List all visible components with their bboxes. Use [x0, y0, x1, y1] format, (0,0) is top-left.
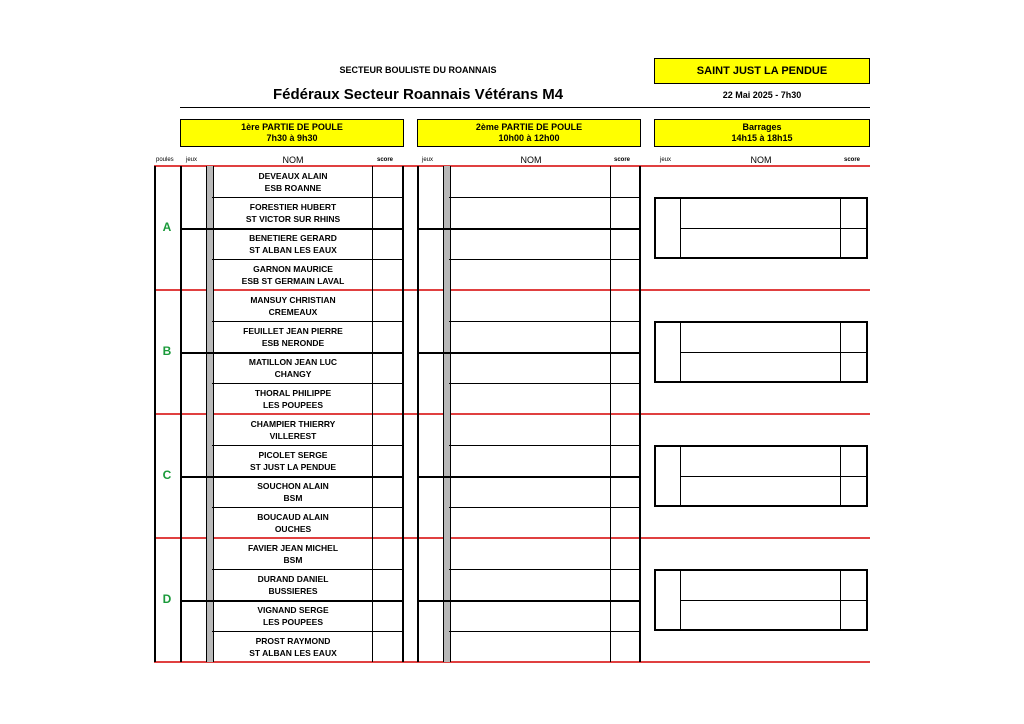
player-club: OUCHES	[274, 523, 312, 534]
player-name: CHAMPIER THIERRY	[250, 418, 336, 429]
col-header-jeux: jeux	[186, 157, 198, 163]
player-club: BSM	[283, 492, 303, 503]
phase-time: 10h00 à 12h00	[498, 133, 560, 143]
player-club: ST ALBAN LES EAUX	[249, 647, 337, 658]
row-rule	[417, 352, 639, 354]
phase-title: Barrages	[742, 122, 782, 132]
col-header-nom-2: NOM	[520, 155, 542, 165]
row-rule	[449, 631, 639, 632]
player-cell	[214, 228, 372, 259]
title-rule	[180, 107, 870, 108]
player-cell	[214, 631, 372, 662]
column-rule	[180, 166, 182, 662]
player-name: FORESTIER HUBERT	[249, 201, 337, 212]
phase-title: 2ème PARTIE DE POULE	[475, 122, 583, 132]
player-name: BENETIERE GERARD	[249, 232, 337, 243]
column-rule	[402, 166, 404, 662]
player-cell	[214, 321, 372, 352]
row-rule	[417, 600, 639, 602]
row-rule	[449, 197, 639, 198]
player-cell	[214, 538, 372, 569]
jeux-strip	[206, 166, 214, 662]
phase-header-2	[417, 119, 641, 147]
player-club: ST ALBAN LES EAUX	[249, 244, 337, 255]
player-cell	[214, 414, 372, 445]
player-cell	[214, 383, 372, 414]
col-header-score-2: score	[614, 157, 631, 163]
row-rule	[449, 445, 639, 446]
poule-letter: B	[162, 344, 172, 358]
col-header-jeux-2: jeux	[422, 157, 434, 163]
player-name: PICOLET SERGE	[258, 449, 328, 460]
player-club: CREMEAUX	[268, 306, 318, 317]
player-name: GARNON MAURICE	[253, 263, 333, 274]
player-cell	[214, 507, 372, 538]
row-rule	[449, 507, 639, 508]
player-club: VILLEREST	[269, 430, 317, 441]
col-header-poules: poules	[156, 157, 174, 163]
row-rule	[449, 259, 639, 260]
row-rule	[449, 569, 639, 570]
phase-time: 7h30 à 9h30	[266, 133, 318, 143]
phase-header-1	[180, 119, 404, 147]
column-rule	[372, 166, 373, 662]
player-cell	[214, 445, 372, 476]
barrage-rule	[680, 228, 868, 229]
event-date: 22 Mai 2025 - 7h30	[722, 90, 802, 100]
player-cell	[214, 290, 372, 321]
poule-letter: D	[162, 592, 172, 606]
player-club: LES POUPEES	[263, 616, 323, 627]
player-club: LES POUPEES	[263, 399, 323, 410]
player-club: ST VICTOR SUR RHINS	[245, 213, 341, 224]
player-club: ESB ROANNE	[264, 182, 322, 193]
column-rule	[610, 166, 611, 662]
player-name: SOUCHON ALAIN	[257, 480, 329, 491]
col-header-score: score	[377, 157, 394, 163]
player-club: ST JUST LA PENDUE	[249, 461, 337, 472]
player-name: BOUCAUD ALAIN	[257, 511, 329, 522]
player-name: THORAL PHILIPPE	[254, 387, 332, 398]
player-cell	[214, 352, 372, 383]
phase-header-barrages	[654, 119, 870, 147]
col-header-nom-3: NOM	[750, 155, 772, 165]
player-cell	[214, 476, 372, 507]
barrage-rule	[680, 600, 868, 601]
player-cell	[214, 197, 372, 228]
jeux-strip	[443, 166, 451, 662]
player-name: FEUILLET JEAN PIERRE	[243, 325, 343, 336]
poule-letter: A	[162, 220, 172, 234]
player-name: MANSUY CHRISTIAN	[250, 294, 336, 305]
column-rule	[639, 166, 641, 662]
row-rule	[417, 228, 639, 230]
player-club: ESB NERONDE	[261, 337, 325, 348]
col-header-score-3: score	[844, 157, 861, 163]
row-rule	[449, 321, 639, 322]
player-club: ESB ST GERMAIN LAVAL	[241, 275, 345, 286]
player-cell	[214, 600, 372, 631]
player-club: BSM	[283, 554, 303, 565]
player-name: FAVIER JEAN MICHEL	[247, 542, 339, 553]
player-name: VIGNAND SERGE	[257, 604, 329, 615]
player-name: PROST RAYMOND	[255, 635, 331, 646]
col-header-nom: NOM	[282, 155, 304, 165]
player-cell	[214, 259, 372, 290]
player-club: CHANGY	[274, 368, 312, 379]
row-rule	[449, 383, 639, 384]
phase-time: 14h15 à 18h15	[731, 133, 793, 143]
page-title: Fédéraux Secteur Roannais Vétérans M4	[272, 86, 564, 103]
player-cell	[214, 569, 372, 600]
player-name: MATILLON JEAN LUC	[248, 356, 338, 367]
barrage-rule	[680, 476, 868, 477]
player-club: BUSSIERES	[268, 585, 318, 596]
player-cell	[214, 166, 372, 197]
player-name: DURAND DANIEL	[257, 573, 329, 584]
column-rule	[154, 166, 156, 662]
col-header-jeux-3: jeux	[660, 157, 672, 163]
phase-title: 1ère PARTIE DE POULE	[241, 122, 343, 132]
location-badge: SAINT JUST LA PENDUE	[654, 58, 870, 84]
poule-letter: C	[162, 468, 172, 482]
row-rule	[417, 476, 639, 478]
secteur-title: SECTEUR BOULISTE DU ROANNAIS	[339, 65, 497, 75]
barrage-rule	[680, 352, 868, 353]
column-rule	[417, 166, 419, 662]
player-name: DEVEAUX ALAIN	[258, 170, 328, 181]
